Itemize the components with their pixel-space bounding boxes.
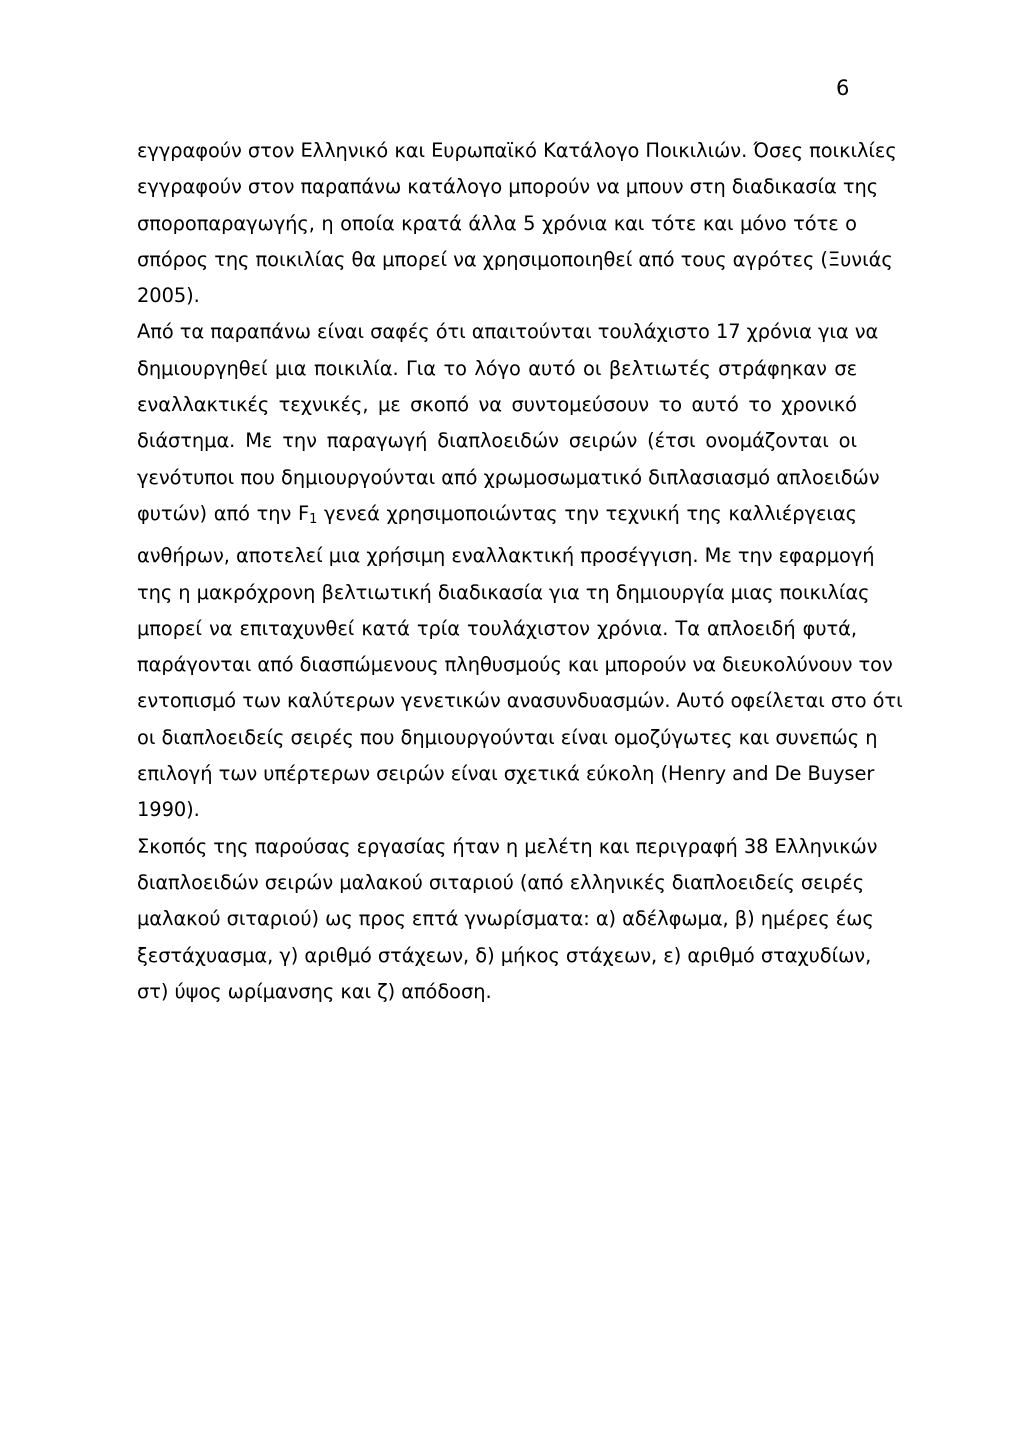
paragraph-variety-registration: [137, 133, 897, 314]
text-line: ανθήρων, αποτελεί μια χρήσιμη εναλλακτική προσέγγιση. Με την εφαρμογή: [137, 544, 875, 568]
text-line: στ) ύψος ωρίμανσης και ζ) απόδοση.: [137, 979, 492, 1003]
text-segment: φυτών) από την F: [137, 501, 310, 525]
text-line: 2005).: [137, 284, 200, 308]
text-line: διαπλοειδών σειρών μαλακού σιταριού (από ελληνικές διαπλοειδείς σειρές: [137, 870, 865, 894]
text-line: 1990).: [137, 798, 200, 822]
text-line: επιλογή των υπέρτερων σειρών είναι σχετικά εύκολη (Henry and De Buyser: [137, 762, 875, 786]
text-line: της η μακρόχρονη βελτιωτική διαδικασία για τη δημιουργία μιας ποικιλίας: [137, 580, 870, 604]
text-line: σποροπαραγωγής, η οποία κρατά άλλα 5 χρόνια και τότε και μόνο τότε ο: [137, 211, 857, 235]
text-line: Από τα παραπάνω είναι σαφές ότι απαιτούνται τουλάχιστο 17 χρόνια για να: [137, 320, 879, 344]
text-line: μαλακού σιταριού) ως προς επτά γνωρίσματα: α) αδέλφωμα, β) ημέρες έως: [137, 907, 874, 931]
text-line: εντοπισμό των καλύτερων γενετικών ανασυνδυασμών. Αυτό οφείλεται στο ότι: [137, 689, 903, 713]
body-text: [137, 133, 903, 1010]
text-line: μπορεί να επιταχυνθεί κατά τρία τουλάχιστον χρόνια. Τα απλοειδή φυτά,: [137, 616, 857, 640]
paragraph-study-aim: [137, 829, 878, 1010]
text-segment: γενεά χρησιμοποιώντας την τεχνική της καλλιέργειας: [317, 501, 857, 525]
text-line: γενότυποι που δημιουργούνται από χρωμοσωματικό διπλασιασμό απλοειδών: [137, 465, 880, 489]
subscript-one: 1: [309, 511, 318, 527]
text-line: δημιουργηθεί μια ποικιλία. Για το λόγο αυτό οι βελτιωτές στράφηκαν σε: [137, 356, 857, 380]
text-line: σπόρος της ποικιλίας θα μπορεί να χρησιμοποιηθεί από τους αγρότες (Ξυνιάς: [137, 247, 893, 271]
paragraph-doubled-haploids: [137, 314, 903, 828]
text-line: παράγονται από διασπώμενους πληθυσμούς και μπορούν να διευκολύνουν τον: [137, 653, 893, 677]
page-number: 6: [836, 76, 850, 100]
text-line: οι διαπλοειδείς σειρές που δημιουργούνται είναι ομοζύγωτες και συνεπώς η: [137, 725, 878, 749]
text-line: ξεστάχυασμα, γ) αριθμό στάχεων, δ) μήκος στάχεων, ε) αριθμό σταχυδίων,: [137, 943, 872, 967]
text-line: Σκοπός της παρούσας εργασίας ήταν η μελέτη και περιγραφή 38 Ελληνικών: [137, 834, 878, 858]
text-line: εγγραφούν στον Ελληνικό και Ευρωπαϊκό Κατάλογο Ποικιλιών. Όσες ποικιλίες: [137, 139, 897, 162]
text-line: εγγραφούν στον παραπάνω κατάλογο μπορούν να μπουν στη διαδικασία της: [137, 175, 879, 199]
text-line-f1-generation: [137, 496, 857, 538]
text-line: διάστημα. Με την παραγωγή διαπλοειδών σειρών (έτσι ονομάζονται οι: [137, 429, 857, 453]
text-line: εναλλακτικές τεχνικές, με σκοπό να συντομεύσουν το αυτό το χρονικό: [137, 393, 857, 417]
